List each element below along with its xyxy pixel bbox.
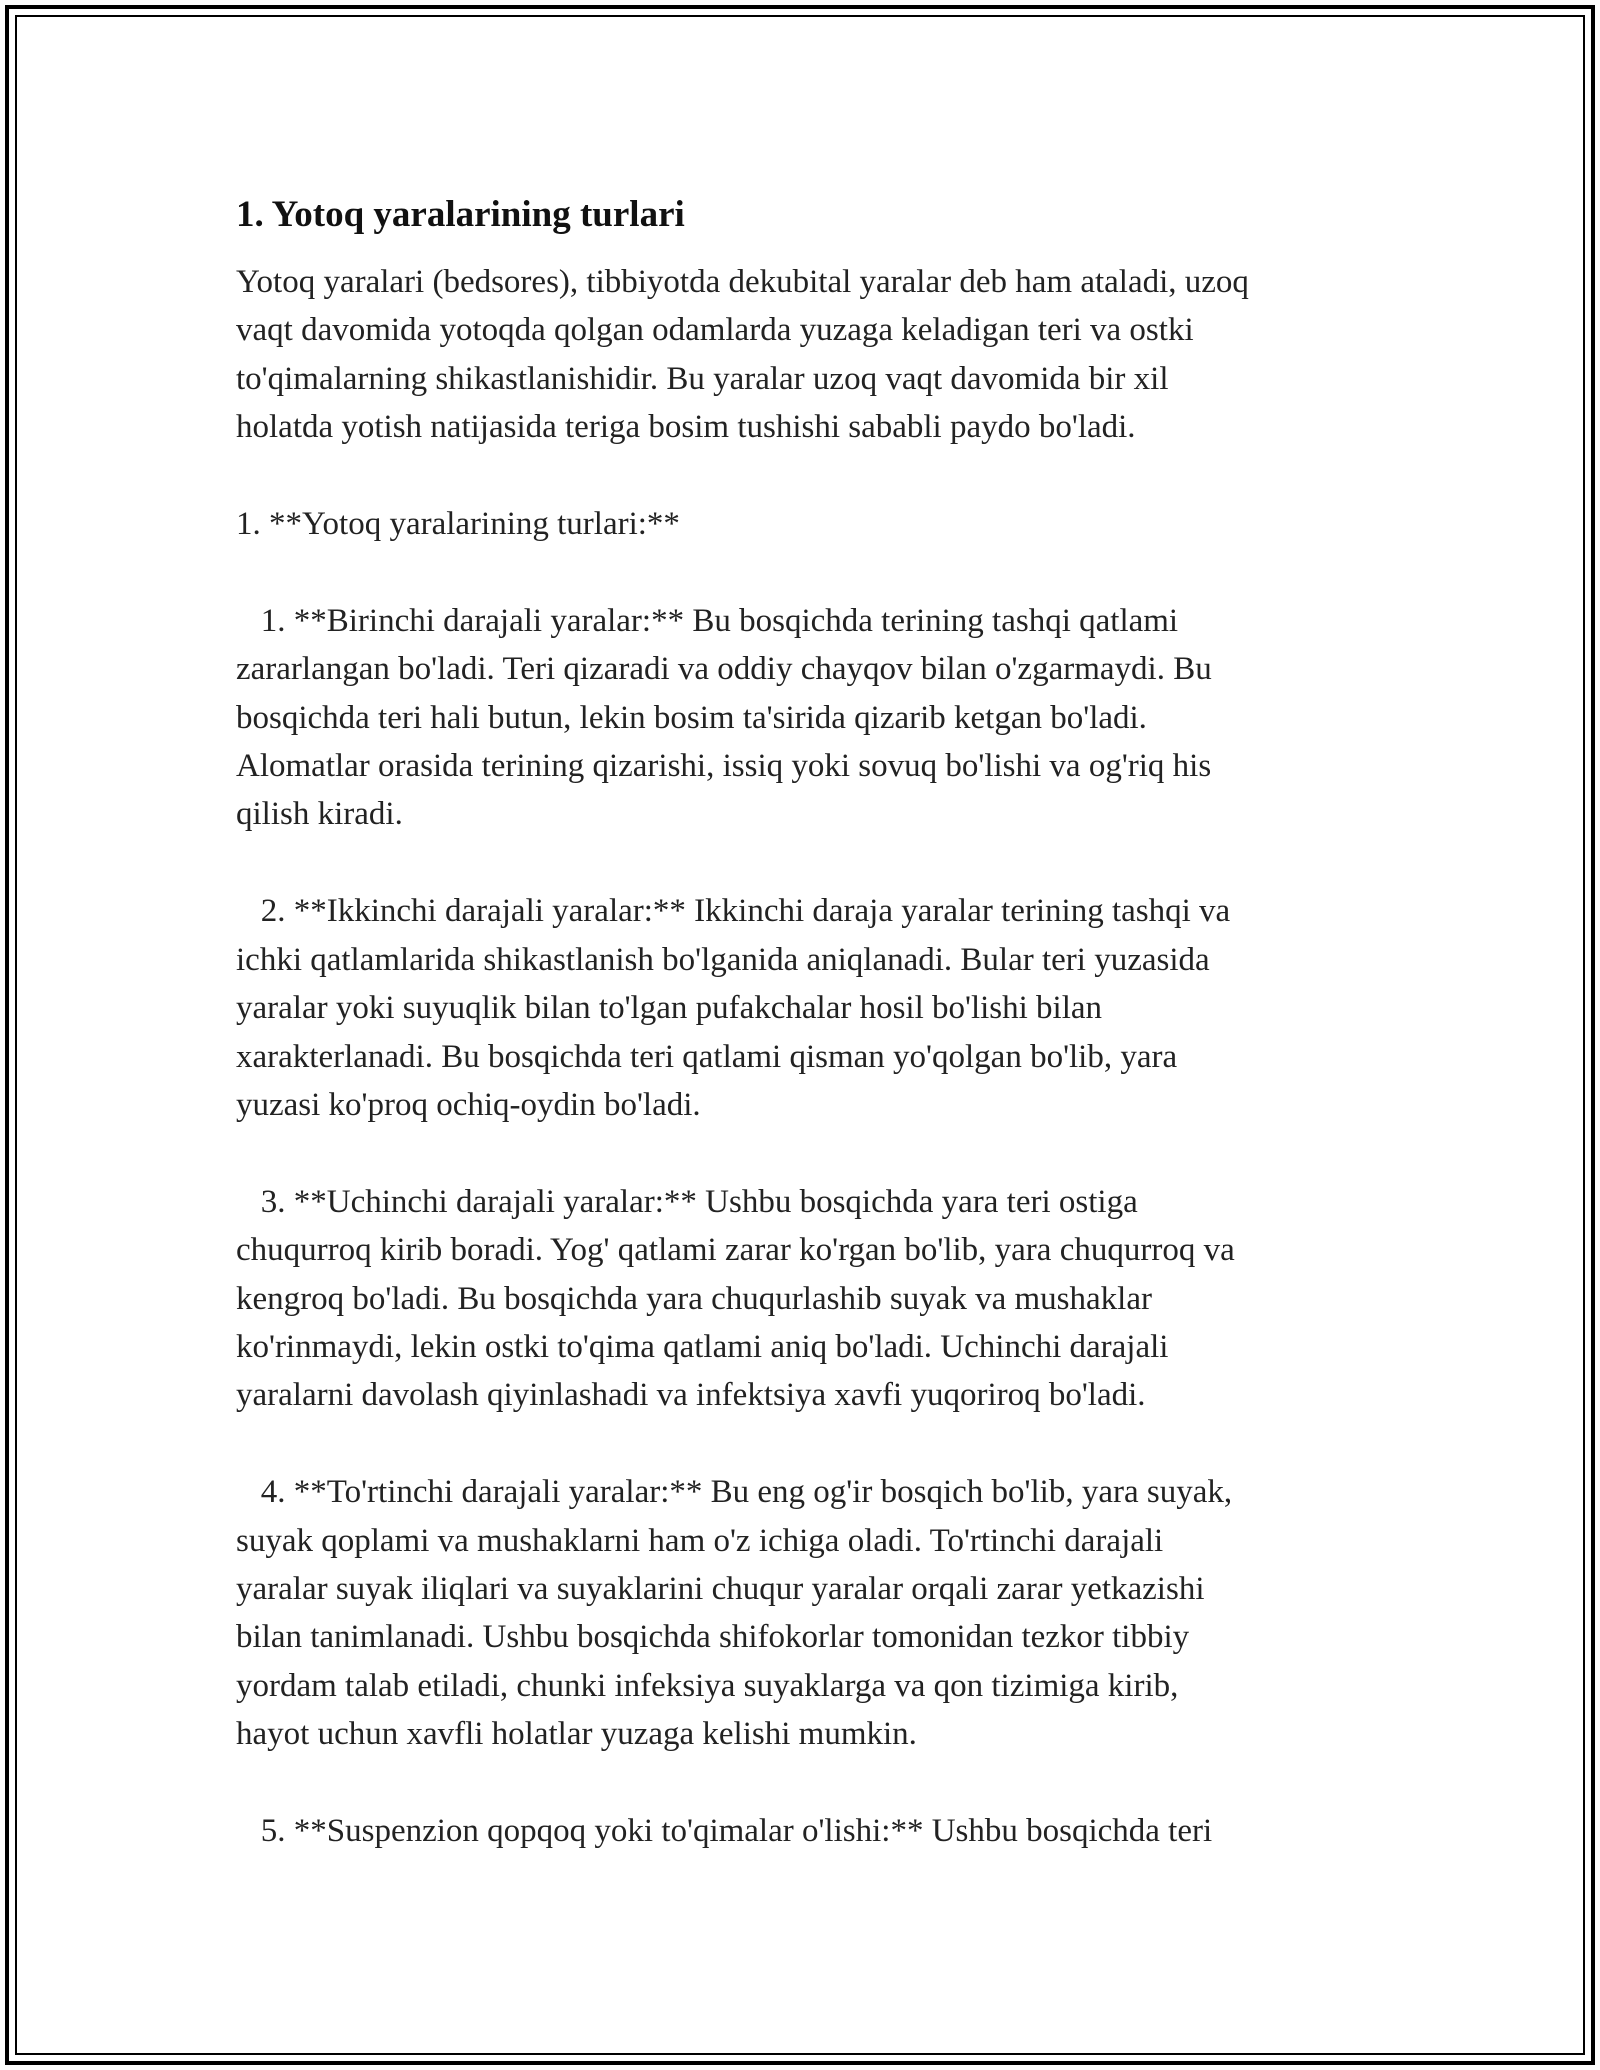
body-text: Yotoq yaralari (bedsores), tibbiyotda dekubital yaralar deb ham ataladi, uzoq vaqt davomida yotoqda qolgan odamlarda yuzaga keladigan teri va ostki to'qimalarning shikastlanishidir. Bu yaralar uzoq vaqt davomida bir xil holatda yotish natijasida teriga bosim tushishi sababli paydo bo'ladi. 1. **Yotoq yaralarining turlari:** 1. **Birinchi darajali yaralar:** Bu bosqichda terining tashqi qatlami zararlangan bo'ladi. Teri qizaradi va oddiy chayqov bilan o'zgarmaydi. Bu bosqichda teri hali butun, lekin bosim ta'sirida qizarib ketgan bo'ladi. Alomatlar orasida terining qizarishi, issiq yoki sovuq bo'lishi va og'riq his qilish kiradi. 2. **Ikkinchi darajali yaralar:** Ikkinchi daraja yaralar terining tashqi va ichki qatlamlarida shikastlanish bo'lganida aniqlanadi. Bular teri yuzasida yaralar yoki suyuqlik bilan to'lgan pufakchalar hosil bo'lishi bilan xarakterlanadi. Bu bosqichda teri qatlami qisman yo'qolgan bo'lib, yara yuzasi ko'proq ochiq-oydin bo'ladi. 3. **Uchinchi darajali yaralar:** Ushbu bosqichda yara teri ostiga chuqurroq kirib boradi. Yog' qatlami zarar ko'rgan bo'lib, yara chuqurroq va kengroq bo'ladi. Bu bosqichda yara chuqurlashib suyak va mushaklar ko'rinmaydi, lekin ostki to'qima qatlami aniq bo'ladi. Uchinchi darajali yaralarni davolash qiyinlashadi va infektsiya xavfi yuqoriroq bo'ladi. 4. **To'rtinchi darajali yaralar:** Bu eng og'ir bosqich bo'lib, yara suyak, suyak qoplami va mushaklarni ham o'z ichiga oladi. To'rtinchi darajali yaralar suyak iliqlari va suyaklarini chuqur yaralar orqali zarar yetkazishi bilan tanimlanadi. Ushbu bosqichda shifokorlar tomonidan tezkor tibbiy yordam talab etiladi, chunki infeksiya suyaklarga va qon tizimiga kirib, hayot uchun xavfli holatlar yuzaga kelishi mumkin. 5. **Suspenzion qopqoq yoki to'qimalar o'lishi:** Ushbu bosqichda teri — [236, 264, 1249, 1849]
document-body — [236, 186, 1396, 1855]
document-title: 1. Yotoq yaralarining turlari — [236, 194, 685, 235]
